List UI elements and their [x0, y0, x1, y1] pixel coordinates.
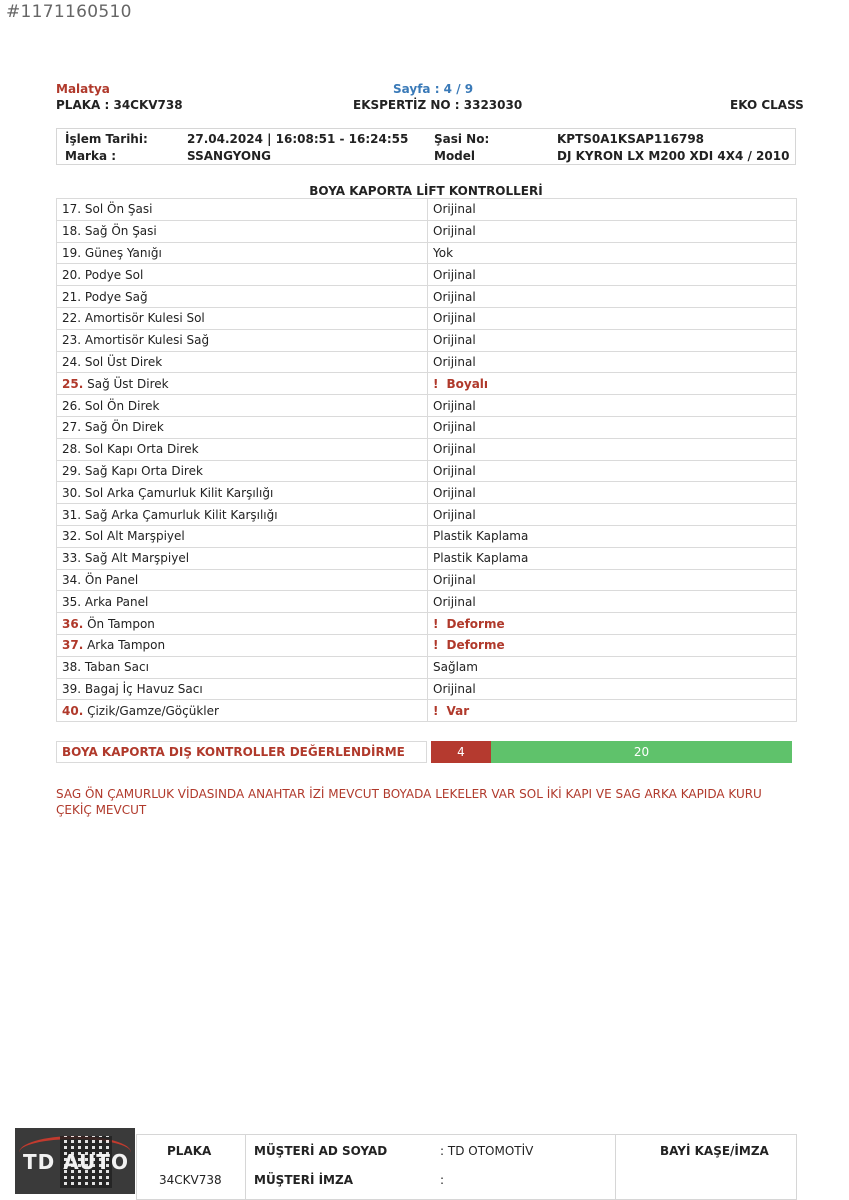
footer-customer-label: MÜŞTERİ AD SOYAD: [254, 1144, 388, 1158]
footer-signature-value: :: [440, 1173, 445, 1187]
section-title: BOYA KAPORTA LİFT KONTROLLERİ: [309, 184, 543, 198]
item-status: Orijinal: [433, 485, 476, 500]
item-status-cell: [428, 438, 797, 460]
item-number: 37.: [62, 638, 84, 653]
table-row: [57, 416, 797, 438]
item-status-cell: [428, 395, 797, 417]
item-number: 20.: [62, 267, 82, 282]
listing-id-watermark: #1171160510: [6, 2, 132, 22]
table-row: [57, 373, 797, 395]
td-auto-logo: [15, 1128, 135, 1194]
item-name: Sol Arka Çamurluk Kilit Karşılığı: [84, 485, 274, 500]
item-status-cell: [428, 286, 797, 308]
item-number: 39.: [62, 681, 82, 696]
item-status: Plastik Kaplama: [433, 551, 529, 566]
brand-value: SSANGYONG: [187, 149, 272, 163]
item-name-cell: [57, 286, 428, 308]
item-status-cell: [428, 242, 797, 264]
item-status-cell: [428, 220, 797, 242]
city-label: Malatya: [56, 82, 110, 96]
alert-icon: !: [433, 703, 439, 718]
item-name-cell: [57, 307, 428, 329]
item-status-cell: [428, 569, 797, 591]
table-row: [57, 700, 797, 722]
item-name: Podye Sol: [84, 267, 144, 282]
item-status: Orijinal: [433, 224, 476, 239]
chassis-value: KPTS0A1KSAP116798: [557, 132, 705, 146]
item-number: 30.: [62, 485, 82, 500]
item-number: 24.: [62, 354, 82, 369]
item-name: Sağ Ön Şasi: [84, 224, 157, 239]
footer-plate-value: 34CKV738: [159, 1173, 222, 1187]
footer-signature-box: [136, 1134, 797, 1200]
item-status-cell: [428, 591, 797, 613]
item-name: Güneş Yanığı: [84, 245, 162, 260]
inspector-note: SAG ÖN ÇAMURLUK VİDASINDA ANAHTAR İZİ MEVCUT BOYADA LEKELER VAR SOL İKİ KAPI VE SAG ARKA KAPIDA KURU ÇEKİÇ MEVCUT: [56, 787, 762, 817]
item-status-cell: [428, 504, 797, 526]
item-status: Orijinal: [433, 420, 476, 435]
item-name: Bagaj İç Havuz Sacı: [84, 681, 203, 696]
item-status: Orijinal: [433, 398, 476, 413]
item-status: Orijinal: [433, 572, 476, 587]
item-name: Sağ Kapı Orta Direk: [84, 463, 203, 478]
item-status: Orijinal: [433, 289, 476, 304]
item-status: Orijinal: [433, 507, 476, 522]
item-status: Deforme: [446, 638, 505, 653]
item-name: Amortisör Kulesi Sol: [84, 311, 205, 326]
item-status: Yok: [433, 245, 454, 260]
item-name-cell: [57, 373, 428, 395]
item-status: Boyalı: [446, 376, 489, 391]
item-name-cell: [57, 569, 428, 591]
item-name-cell: [57, 504, 428, 526]
table-row: [57, 613, 797, 635]
logo-text: TD AUTO: [23, 1150, 129, 1174]
table-row: [57, 220, 797, 242]
footer-signature-label: MÜŞTERİ İMZA: [254, 1173, 353, 1187]
date-value: 27.04.2024 | 16:08:51 - 16:24:55: [187, 132, 409, 146]
item-number: 36.: [62, 616, 84, 631]
alert-icon: !: [433, 616, 439, 631]
table-row: [57, 547, 797, 569]
item-status: Orijinal: [433, 311, 476, 326]
item-status-cell: [428, 329, 797, 351]
vehicle-info-box: [56, 128, 796, 165]
item-number: 26.: [62, 398, 82, 413]
item-number: 23.: [62, 333, 82, 348]
item-name: Sol Kapı Orta Direk: [84, 442, 199, 457]
item-name: Sağ Üst Direk: [87, 376, 169, 391]
item-number: 31.: [62, 507, 82, 522]
item-name-cell: [57, 656, 428, 678]
item-status-cell: [428, 482, 797, 504]
alert-icon: !: [433, 638, 439, 653]
table-row: [57, 329, 797, 351]
item-name-cell: [57, 482, 428, 504]
item-status-cell: [428, 678, 797, 700]
table-row: [57, 395, 797, 417]
table-row: [57, 569, 797, 591]
table-row: [57, 504, 797, 526]
evaluation-bad-segment: 4: [431, 741, 491, 763]
item-status: Orijinal: [433, 202, 476, 217]
item-status: Orijinal: [433, 594, 476, 609]
item-name: Arka Tampon: [87, 638, 166, 653]
table-row: [57, 525, 797, 547]
item-status-cell: [428, 700, 797, 722]
item-name: Sol Ön Direk: [84, 398, 160, 413]
plate-header: PLAKA : 34CKV738: [56, 98, 183, 112]
item-name: Sol Ön Şasi: [84, 202, 153, 217]
table-row: [57, 199, 797, 221]
item-name: Sol Üst Direk: [84, 354, 163, 369]
item-number: 27.: [62, 420, 82, 435]
table-row: [57, 591, 797, 613]
class-label: EKO CLASS: [730, 98, 804, 112]
item-number: 38.: [62, 660, 82, 675]
inspection-table: [56, 198, 797, 722]
item-name-cell: [57, 438, 428, 460]
item-status: Orijinal: [433, 463, 476, 478]
table-row: [57, 307, 797, 329]
item-status-cell: [428, 525, 797, 547]
item-name-cell: [57, 613, 428, 635]
table-row: [57, 242, 797, 264]
table-row: [57, 438, 797, 460]
table-row: [57, 351, 797, 373]
table-row: [57, 656, 797, 678]
item-name-cell: [57, 591, 428, 613]
item-status: Orijinal: [433, 681, 476, 696]
footer-divider: [615, 1135, 616, 1199]
item-number: 17.: [62, 202, 82, 217]
item-name-cell: [57, 220, 428, 242]
item-name: Sağ Ön Direk: [84, 420, 164, 435]
brand-label: Marka :: [65, 149, 117, 163]
footer-divider: [245, 1135, 246, 1199]
item-name-cell: [57, 395, 428, 417]
item-status-cell: [428, 199, 797, 221]
item-name-cell: [57, 525, 428, 547]
item-name-cell: [57, 634, 428, 656]
item-status: Orijinal: [433, 442, 476, 457]
item-name-cell: [57, 351, 428, 373]
item-number: 32.: [62, 529, 82, 544]
item-status-cell: [428, 613, 797, 635]
item-name: Çizik/Gamze/Göçükler: [87, 703, 219, 718]
item-number: 19.: [62, 245, 82, 260]
item-name-cell: [57, 678, 428, 700]
item-status: Deforme: [446, 616, 505, 631]
item-number: 34.: [62, 572, 82, 587]
model-value: DJ KYRON LX M200 XDI 4X4 / 2010: [557, 149, 790, 163]
item-name-cell: [57, 242, 428, 264]
item-name: Arka Panel: [84, 594, 149, 609]
table-row: [57, 286, 797, 308]
item-name: Sağ Arka Çamurluk Kilit Karşılığı: [84, 507, 278, 522]
item-status-cell: [428, 264, 797, 286]
item-status: Var: [446, 703, 470, 718]
item-number: 18.: [62, 224, 82, 239]
item-name-cell: [57, 460, 428, 482]
item-name-cell: [57, 329, 428, 351]
footer-plate-label: PLAKA: [167, 1144, 212, 1158]
item-name: Amortisör Kulesi Sağ: [84, 333, 210, 348]
table-row: [57, 482, 797, 504]
item-name: Sol Alt Marşpiyel: [84, 529, 185, 544]
item-status: Orijinal: [433, 354, 476, 369]
item-name: Ön Panel: [84, 572, 139, 587]
item-number: 33.: [62, 551, 82, 566]
item-status-cell: [428, 416, 797, 438]
evaluation-good-segment: 20: [491, 741, 792, 763]
evaluation-label: BOYA KAPORTA DIŞ KONTROLLER DEĞERLENDİRME: [56, 741, 427, 763]
item-name-cell: [57, 547, 428, 569]
table-row: [57, 634, 797, 656]
item-status: Orijinal: [433, 333, 476, 348]
footer-dealer-label: BAYİ KAŞE/İMZA: [660, 1144, 769, 1158]
item-number: 25.: [62, 376, 84, 391]
footer-customer-value: : TD OTOMOTİV: [440, 1144, 534, 1158]
item-name-cell: [57, 199, 428, 221]
item-status-cell: [428, 307, 797, 329]
item-name-cell: [57, 416, 428, 438]
item-number: 40.: [62, 703, 84, 718]
item-name-cell: [57, 700, 428, 722]
item-status-cell: [428, 656, 797, 678]
item-number: 35.: [62, 594, 82, 609]
item-status-cell: [428, 351, 797, 373]
expertise-number: EKSPERTİZ NO : 3323030: [353, 98, 523, 112]
chassis-label: Şasi No:: [434, 132, 490, 146]
item-status-cell: [428, 373, 797, 395]
item-number: 28.: [62, 442, 82, 457]
item-number: 29.: [62, 463, 82, 478]
model-label: Model: [434, 149, 476, 163]
date-label: İşlem Tarihi:: [65, 132, 148, 146]
item-status-cell: [428, 547, 797, 569]
item-status: Plastik Kaplama: [433, 529, 529, 544]
item-name: Ön Tampon: [87, 616, 155, 631]
alert-icon: !: [433, 376, 439, 391]
item-name: Taban Sacı: [84, 660, 149, 675]
table-row: [57, 264, 797, 286]
item-number: 22.: [62, 311, 82, 326]
item-status: Orijinal: [433, 267, 476, 282]
item-name-cell: [57, 264, 428, 286]
item-status-cell: [428, 634, 797, 656]
evaluation-bar: [431, 741, 792, 763]
table-row: [57, 678, 797, 700]
item-name: Podye Sağ: [84, 289, 148, 304]
item-status-cell: [428, 460, 797, 482]
item-number: 21.: [62, 289, 82, 304]
item-name: Sağ Alt Marşpiyel: [84, 551, 190, 566]
item-status: Sağlam: [433, 660, 478, 675]
page-indicator: Sayfa : 4 / 9: [393, 82, 474, 96]
table-row: [57, 460, 797, 482]
